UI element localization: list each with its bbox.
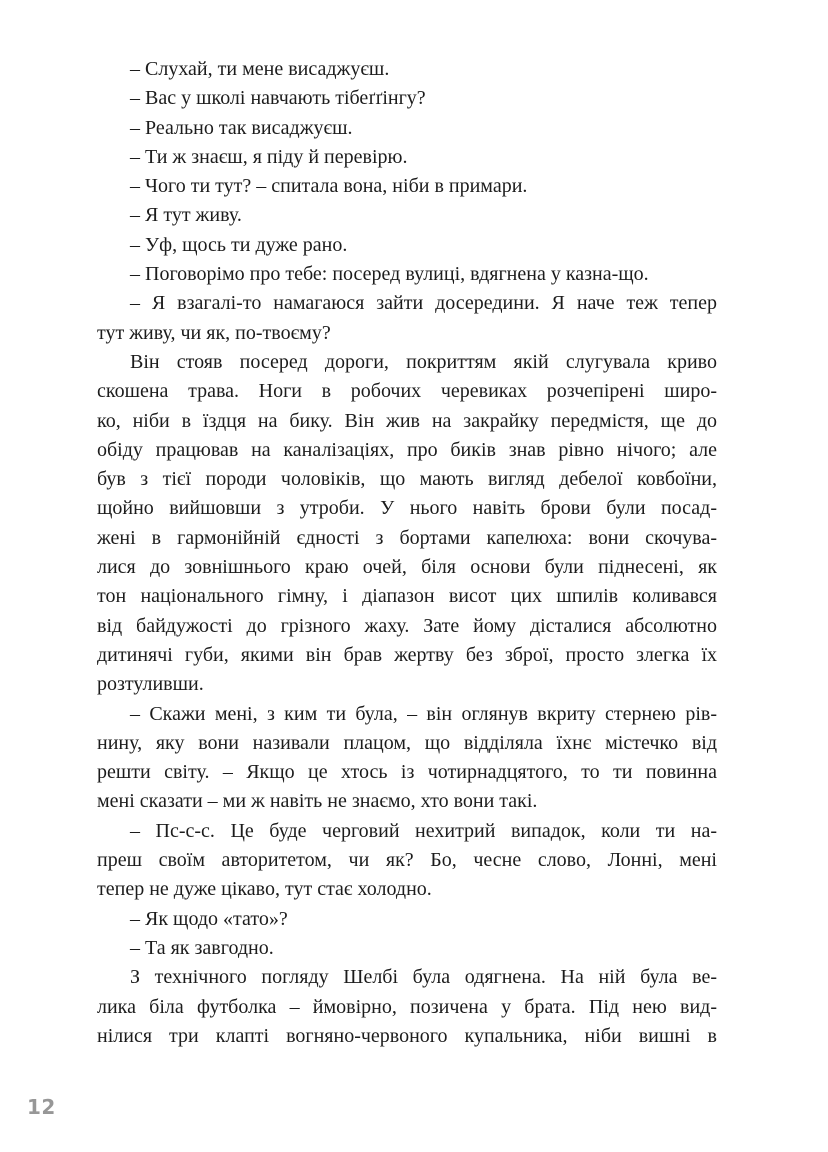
text-line: лися до зовнішнього краю очей, біля основи були піднесені, як <box>97 556 717 579</box>
text-line: – Як щодо «тато»? <box>130 907 288 930</box>
text-line: тут живу, чи як, по-твоєму? <box>97 321 331 344</box>
text-line: нину, яку вони називали плацом, що відділяла їхнє містечко від <box>97 731 717 754</box>
text-line: обіду працював на каналізаціях, про биків знав рівно нічого; але <box>97 438 717 461</box>
text-line: тон національного гімну, і діапазон висот цих шпилів коливався <box>97 585 717 608</box>
text-line: – Скажи мені, з ким ти була, – він оглянув вкриту стернею рів- <box>130 702 717 725</box>
text-line: щойно вийшовши з утроби. У нього навіть брови були посад- <box>97 497 717 520</box>
text-line: – Слухай, ти мене висаджуєш. <box>130 58 390 80</box>
text-line: Він стояв посеред дороги, покриттям якій слугувала криво <box>130 350 717 373</box>
text-line: – Реально так висаджуєш. <box>130 116 353 139</box>
text-line: – Уф, щось ти дуже рано. <box>130 233 348 256</box>
page-text <box>97 55 717 1051</box>
text-line: З технічного погляду Шелбі була одягнена. На ній була ве- <box>130 966 717 989</box>
text-line: нілися три клапті вогняно-червоного купальника, ніби вишні в <box>97 1024 717 1047</box>
text-line: був з тієї породи чоловіків, що мають вигляд дебелої ковбоїни, <box>97 468 717 491</box>
text-line: лика біла футболка – ймовірно, позичена у брата. Під нею вид- <box>97 995 717 1018</box>
text-line: – Вас у школі навчають тібеґґінгу? <box>130 87 426 110</box>
text-line: дитинячі губи, якими він брав жертву без зброї, просто злегка їх <box>97 643 717 666</box>
text-line: – Ти ж знаєш, я піду й перевірю. <box>130 145 408 168</box>
text-line: преш своїм авторитетом, чи як? Бо, чесне слово, Лонні, мені <box>97 849 717 872</box>
text-line: – Пс-с-с. Це буде черговий нехитрий випадок, коли ти на- <box>130 819 717 842</box>
text-line: мені сказати – ми ж навіть не знаємо, хто вони такі. <box>97 790 538 813</box>
text-line: від байдужості до грізного жаху. Зате йому дісталися абсолютно <box>97 614 717 637</box>
text-line: решти світу. – Якщо це хтось із чотирнадцятого, то ти повинна <box>97 761 717 784</box>
text-line: – Я взагалі-то намагаюся зайти досередини. Я наче теж тепер <box>130 292 717 315</box>
text-line: – Я тут живу. <box>130 204 242 227</box>
page-number: 12 <box>27 1095 56 1119</box>
text-line: – Чого ти тут? – спитала вона, ніби в примари. <box>130 175 528 198</box>
text-line: тепер не дуже цікаво, тут стає холодно. <box>97 878 432 901</box>
text-line: – Та як завгодно. <box>130 936 274 959</box>
text-line: скошена трава. Ноги в робочих черевиках розчепірені широ- <box>97 380 717 403</box>
text-line: жені в гармонійній єдності з бортами капелюха: вони скочува- <box>97 526 717 549</box>
text-line: розтуливши. <box>97 673 204 696</box>
text-line: ко, ніби в їздця на бику. Він жив на закрайку передмістя, ще до <box>97 409 717 432</box>
text-line: – Поговорімо про тебе: посеред вулиці, вдягнена у казна-що. <box>130 263 649 286</box>
